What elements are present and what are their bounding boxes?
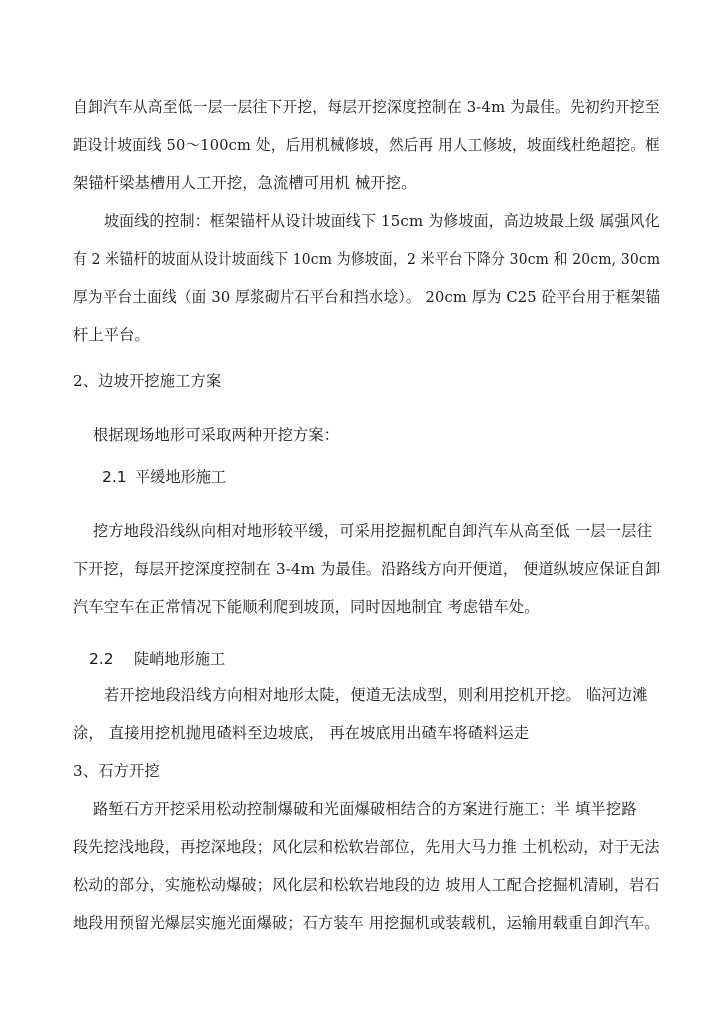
paragraph-line: 若开挖地段沿线方向相对地形太陡，便道无法成型，则利用挖机开挖。 临河边滩 (104, 686, 648, 704)
paragraph-line: 厚为平台土面线（面 30 厚浆砌片石平台和挡水埝）。 20cm 厚为 C25 砼平台用于框架锚 (73, 288, 661, 306)
paragraph-line: 杆上平台。 (73, 326, 150, 344)
subheading-number: 2.1 (102, 468, 127, 486)
paragraph-line: 坡面线的控制：框架锚杆从设计坡面线下 15cm 为修坡面，高边坡最上级 属强风化 (104, 212, 660, 230)
paragraph-line: 松动的部分，实施松动爆破；风化层和松软岩地段的边 坡用人工配合挖掘机清刷，岩石 (73, 876, 660, 894)
paragraph-line: 自卸汽车从高至低一层一层往下开挖，每层开挖深度控制在 3-4m 为最佳。先初约开挖至 (73, 98, 660, 116)
paragraph-line: 下开挖，每层开挖深度控制在 3-4m 为最佳。沿路线方向开便道， 便道纵坡应保证自卸 (73, 560, 661, 578)
paragraph-line: 距设计坡面线 50～100cm 处，后用机械修坡，然后再 用人工修坡，坡面线杜绝超挖。框 (73, 136, 660, 154)
paragraph-line: 路堑石方开挖采用松动控制爆破和光面爆破相结合的方案进行施工：半 填半挖路 (93, 800, 637, 818)
subheading-title: 陡峭地形施工 (134, 650, 226, 668)
section-heading: 3、石方开挖 (73, 762, 160, 780)
paragraph-line: 地段用预留光爆层实施光面爆破；石方装车 用挖掘机或装载机，运输用载重自卸汽车。 (73, 914, 660, 932)
paragraph-line: 涂， 直接用挖机抛甩碴料至边坡底， 再在坡底用出碴车将碴料运走 (73, 724, 530, 742)
paragraph-line: 段先挖浅地段，再挖深地段；风化层和松软岩部位，先用大马力推 土机松动，对于无法 (73, 838, 660, 856)
section-heading: 2、边坡开挖施工方案 (73, 372, 222, 390)
paragraph-line: 挖方地段沿线纵向相对地形较平缓，可采用挖掘机配自卸汽车从高至低 一层一层往 (93, 522, 652, 540)
subheading-title: 平缓地形施工 (135, 468, 227, 486)
paragraph-line: 根据现场地形可采取两种开挖方案： (93, 426, 340, 444)
paragraph-line: 有 2 米锚杆的坡面从设计坡面线下 10cm 为修坡面，2 米平台下降分 30cm 和 20cm, 30cm (73, 250, 661, 268)
paragraph-line: 架锚杆梁基槽用人工开挖，急流槽可用机 械开挖。 (73, 174, 417, 192)
subheading-number: 2.2 (89, 650, 114, 668)
paragraph-line: 汽车空车在正常情况下能顺利爬到坡顶，同时因地制宜 考虑错车处。 (73, 598, 540, 616)
